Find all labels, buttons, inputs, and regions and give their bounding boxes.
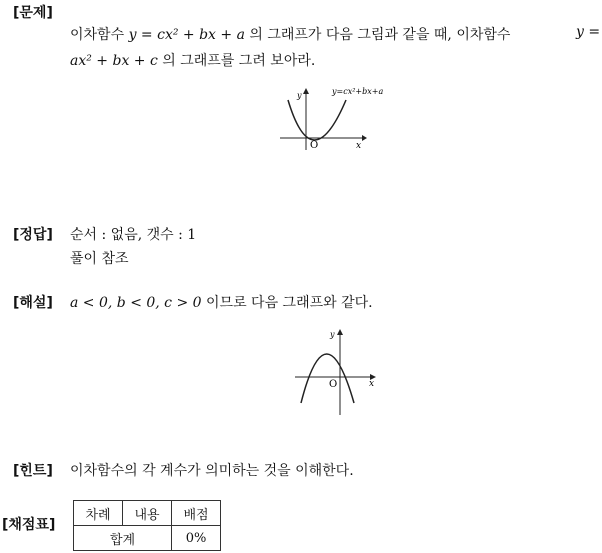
scoring-label: [채점표] [2,517,56,533]
problem-y-arrow [303,88,309,94]
explanation-line [70,292,373,312]
explanation-y-label: y [330,330,335,339]
scoring-total-row [74,526,221,551]
problem-line-2 [70,50,315,70]
scoring-table [73,500,221,551]
explanation-x-label: x [369,379,375,389]
explanation-graph [290,325,390,420]
problem-equation-2: ax² + bx + c [70,53,158,69]
scoring-total-value: 0% [172,526,221,551]
explanation-parabola [301,354,354,403]
problem-graph [270,80,410,160]
scoring-total-label: 합계 [74,526,172,551]
scoring-header-row [74,501,221,526]
problem-label: [문제] [13,5,53,21]
answer-label: [정답] [13,227,53,243]
problem-parabola [288,100,346,140]
problem-y-label: y [297,91,302,100]
problem-x-arrow [362,135,367,141]
hint-text: 이차함수의 각 계수가 의미하는 것을 이해한다. [70,463,354,479]
problem-line-1 [70,24,510,44]
problem-origin-label: O [310,140,319,151]
problem-equation-1: y = cx² + bx + a [128,27,245,43]
problem-curve-label: y=cx²+bx+a [332,87,384,96]
hint-label: [힌트] [13,463,53,479]
explanation-label: [해설] [13,295,53,311]
explanation-y-arrow [337,329,343,335]
explanation-suffix: 이므로 다음 그래프와 같다. [206,295,373,311]
problem-suffix: 의 그래프를 그려 보아라. [162,53,316,69]
answer-line-2: 풀이 참조 [70,251,129,267]
problem-mid: 의 그래프가 다음 그림과 같을 때, 이차함수 [249,27,511,43]
problem-y-equals: y = [576,24,601,40]
scoring-header-order: 차례 [74,501,123,526]
scoring-header-content: 내용 [123,501,172,526]
problem-x-label: x [356,141,362,151]
answer-line-1: 순서 : 없음, 갯수 : 1 [70,227,197,243]
scoring-header-points: 배점 [172,501,221,526]
problem-prefix: 이차함수 [70,27,125,43]
explanation-math: a < 0, b < 0, c > 0 [70,295,202,311]
explanation-origin-label: O [329,379,338,390]
